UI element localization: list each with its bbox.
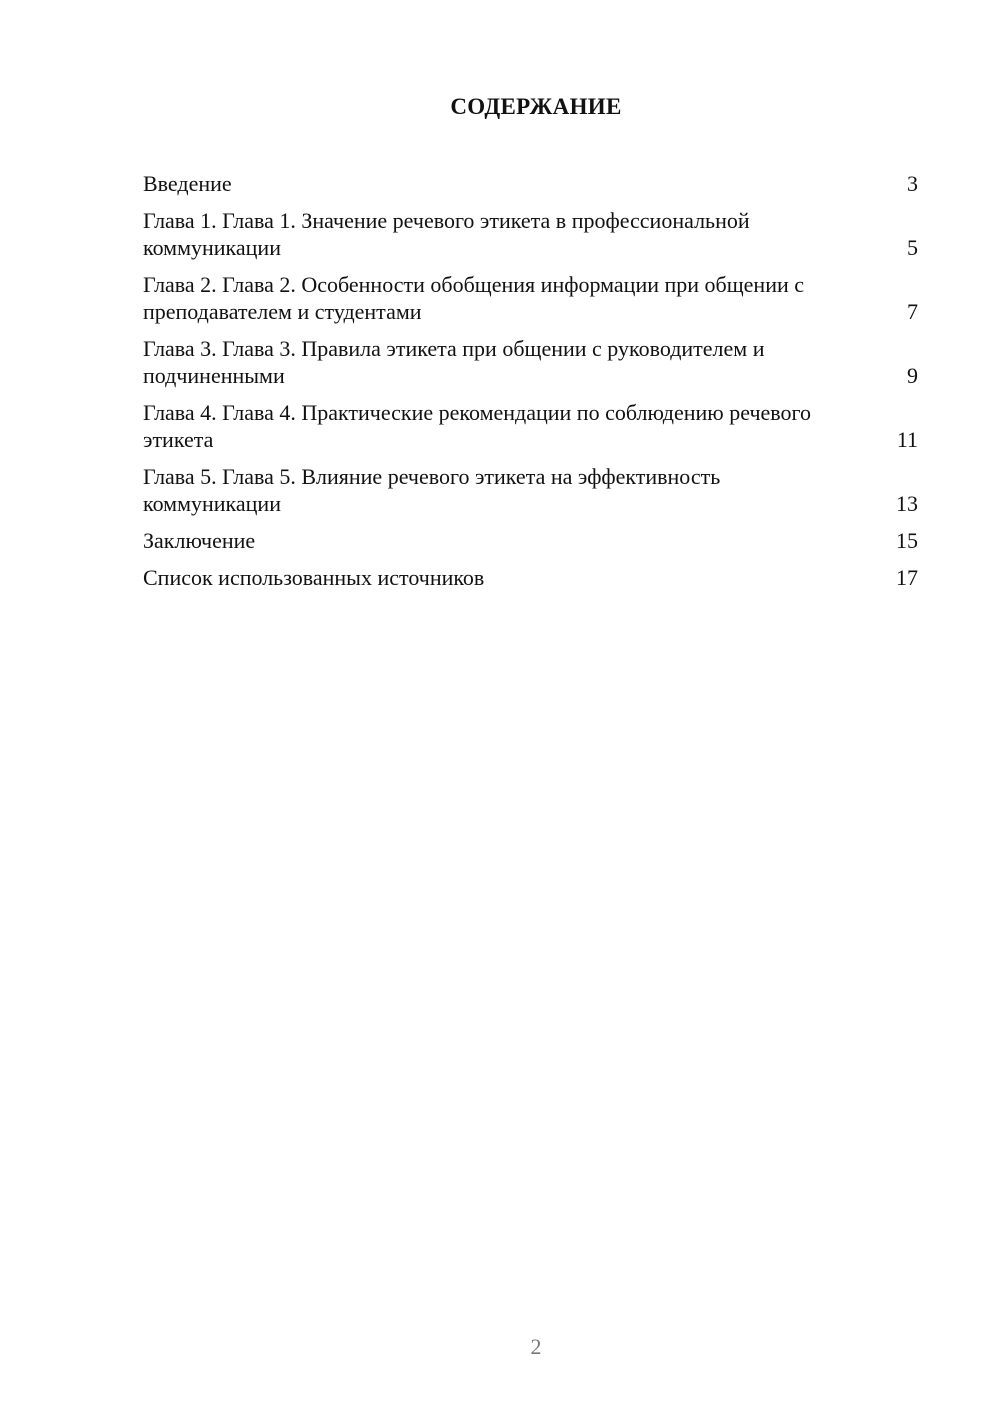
toc-entry-text: Глава 2. Глава 2. Особенности обобщения информации при общении с преподавателем и студентами bbox=[143, 272, 805, 324]
toc-list bbox=[143, 170, 918, 601]
toc-entry-conclusion[interactable] bbox=[143, 527, 918, 554]
toc-entry-page: 5 bbox=[907, 235, 918, 260]
toc-entry-page: 13 bbox=[896, 491, 918, 516]
toc-entry-chapter-4[interactable] bbox=[143, 399, 918, 453]
toc-entry-references[interactable] bbox=[143, 564, 918, 591]
toc-entry-introduction[interactable] bbox=[143, 170, 918, 197]
page-number: 2 bbox=[530, 1334, 542, 1359]
toc-entry-text: Список использованных источников bbox=[143, 565, 485, 590]
toc-entry-text: Глава 5. Глава 5. Влияние речевого этикета на эффективность коммуникации bbox=[143, 464, 721, 516]
toc-entry-chapter-5[interactable] bbox=[143, 463, 918, 517]
toc-entry-text: Заключение bbox=[143, 528, 256, 553]
toc-entry-page: 9 bbox=[907, 363, 918, 388]
toc-entry-page: 11 bbox=[896, 427, 918, 452]
toc-title: СОДЕРЖАНИЕ bbox=[450, 94, 622, 119]
toc-entry-page: 3 bbox=[907, 171, 918, 196]
toc-entry-text: Глава 3. Глава 3. Правила этикета при общении с руководителем и подчиненными bbox=[143, 336, 765, 388]
toc-entry-text: Введение bbox=[143, 171, 232, 196]
toc-entry-text: Глава 4. Глава 4. Практические рекомендации по соблюдению речевого этикета bbox=[143, 400, 811, 452]
toc-entry-page: 7 bbox=[907, 299, 918, 324]
toc-entry-page: 15 bbox=[896, 528, 918, 553]
toc-entry-text: Глава 1. Глава 1. Значение речевого этикета в профессиональной коммуникации bbox=[143, 208, 750, 260]
toc-entry-chapter-2[interactable] bbox=[143, 271, 918, 325]
toc-entry-page: 17 bbox=[896, 565, 918, 590]
toc-entry-chapter-1[interactable] bbox=[143, 207, 918, 261]
toc-entry-chapter-3[interactable] bbox=[143, 335, 918, 389]
